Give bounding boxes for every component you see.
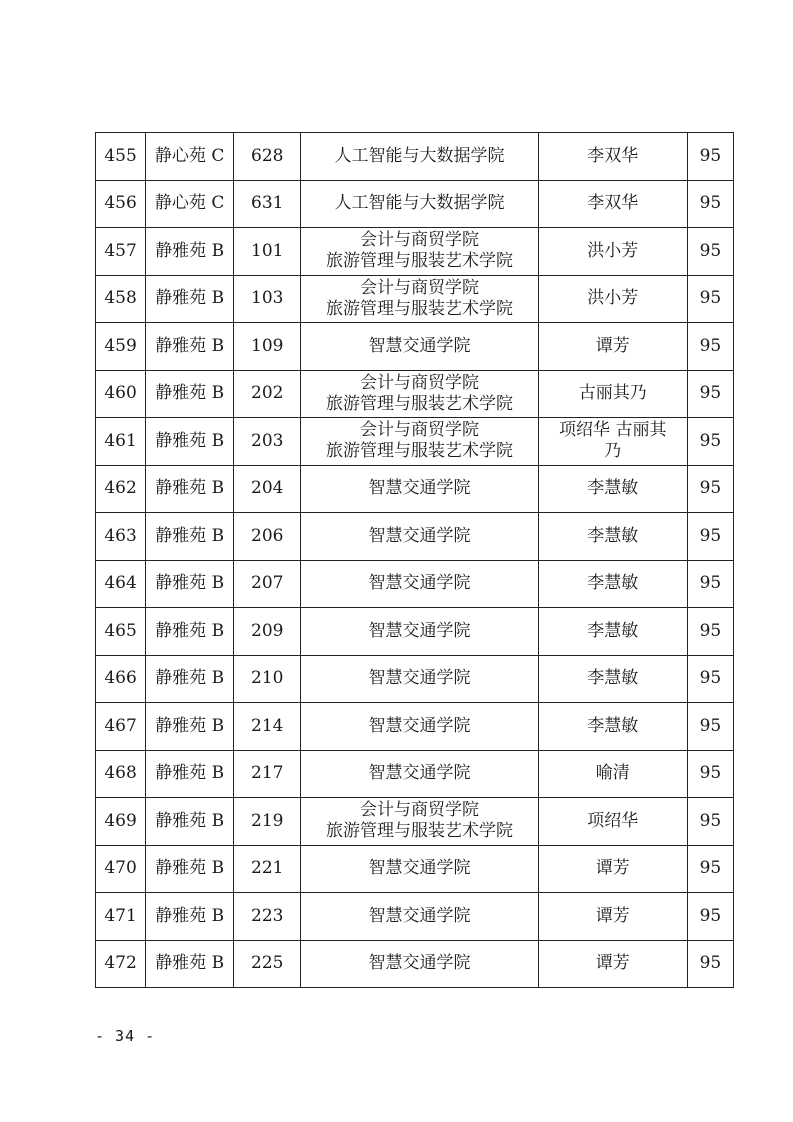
cell-building: 静雅苑 B [146,275,234,323]
cell-college-line: 旅游管理与服装艺术学院 [325,251,513,272]
cell-room: 203 [234,418,301,466]
cell-score: 95 [687,940,733,988]
cell-college-line: 智慧交通学院 [368,858,471,879]
cell-number: 469 [96,798,146,846]
cell-building: 静雅苑 B [146,798,234,846]
cell-manager-line: 洪小芳 [587,288,639,309]
cell-college [301,608,538,656]
cell-building: 静雅苑 B [146,513,234,561]
cell-building: 静雅苑 B [146,560,234,608]
cell-number: 457 [96,228,146,276]
cell-number: 464 [96,560,146,608]
cell-building: 静雅苑 B [146,608,234,656]
cell-manager [538,418,687,466]
table-row [96,513,734,561]
cell-manager [538,940,687,988]
cell-manager [538,608,687,656]
cell-number: 460 [96,370,146,418]
cell-college-line: 旅游管理与服装艺术学院 [325,441,513,462]
table-row [96,703,734,751]
cell-college [301,275,538,323]
cell-room: 202 [234,370,301,418]
cell-manager [538,798,687,846]
cell-score: 95 [687,180,733,228]
cell-college-line: 旅游管理与服装艺术学院 [325,298,513,319]
cell-building: 静雅苑 B [146,418,234,466]
table-row [96,323,734,371]
cell-manager-line: 洪小芳 [587,240,639,261]
cell-college-line: 智慧交通学院 [368,478,471,499]
cell-college [301,228,538,276]
cell-manager-line: 李慧敏 [587,573,639,594]
cell-manager [538,370,687,418]
cell-college [301,940,538,988]
cell-number: 459 [96,323,146,371]
cell-room: 214 [234,703,301,751]
cell-room: 206 [234,513,301,561]
cell-manager [538,560,687,608]
cell-college-line: 会计与商贸学院 [359,277,479,298]
cell-number: 468 [96,750,146,798]
table-body [96,133,734,988]
cell-manager [538,133,687,181]
cell-manager-line: 李慧敏 [587,715,639,736]
cell-score: 95 [687,798,733,846]
cell-manager-line: 项绍华 [587,810,639,831]
cell-manager [538,845,687,893]
cell-score: 95 [687,703,733,751]
cell-room: 207 [234,560,301,608]
cell-score: 95 [687,560,733,608]
cell-college [301,323,538,371]
cell-score: 95 [687,275,733,323]
table-row [96,608,734,656]
cell-college-line: 智慧交通学院 [368,335,471,356]
cell-manager-line: 乃 [604,441,622,462]
cell-number: 463 [96,513,146,561]
cell-manager-line: 谭芳 [595,335,630,356]
cell-score: 95 [687,323,733,371]
table-row [96,275,734,323]
cell-score: 95 [687,513,733,561]
cell-score: 95 [687,893,733,941]
cell-college [301,750,538,798]
cell-manager-line: 谭芳 [595,858,630,879]
cell-manager-line: 古丽其乃 [578,383,647,404]
cell-room: 101 [234,228,301,276]
cell-room: 628 [234,133,301,181]
cell-room: 204 [234,465,301,513]
cell-room: 217 [234,750,301,798]
cell-number: 466 [96,655,146,703]
cell-score: 95 [687,228,733,276]
table-row [96,370,734,418]
table-row [96,560,734,608]
cell-college [301,655,538,703]
cell-room: 219 [234,798,301,846]
cell-manager [538,893,687,941]
cell-building: 静心苑 C [146,180,234,228]
cell-building: 静雅苑 B [146,940,234,988]
table-row [96,798,734,846]
cell-manager [538,180,687,228]
cell-college [301,418,538,466]
cell-number: 461 [96,418,146,466]
cell-building: 静雅苑 B [146,370,234,418]
table-row [96,750,734,798]
cell-score: 95 [687,655,733,703]
cell-college-line: 会计与商贸学院 [359,230,479,251]
cell-number: 456 [96,180,146,228]
cell-college [301,798,538,846]
cell-college [301,180,538,228]
cell-building: 静雅苑 B [146,703,234,751]
cell-college [301,560,538,608]
table-row [96,180,734,228]
table-row [96,133,734,181]
cell-room: 223 [234,893,301,941]
cell-college-line: 智慧交通学院 [368,905,471,926]
cell-room: 209 [234,608,301,656]
table-row [96,655,734,703]
cell-manager-line: 项绍华 古丽其 [559,420,667,441]
cell-building: 静雅苑 B [146,845,234,893]
cell-number: 462 [96,465,146,513]
cell-manager-line: 李慧敏 [587,668,639,689]
table-row [96,228,734,276]
cell-college-line: 智慧交通学院 [368,763,471,784]
cell-college-line: 人工智能与大数据学院 [334,145,505,166]
cell-building: 静雅苑 B [146,750,234,798]
cell-room: 109 [234,323,301,371]
cell-college-line: 智慧交通学院 [368,953,471,974]
cell-manager [538,465,687,513]
table-row [96,465,734,513]
page-number: - 34 - [95,1027,156,1045]
cell-manager-line: 李双华 [587,193,639,214]
cell-college [301,513,538,561]
cell-college [301,703,538,751]
cell-manager [538,655,687,703]
cell-building: 静雅苑 B [146,655,234,703]
dormitory-score-table [95,132,734,988]
table-row [96,845,734,893]
cell-score: 95 [687,133,733,181]
cell-manager-line: 李慧敏 [587,620,639,641]
cell-manager-line: 李双华 [587,145,639,166]
table-row [96,940,734,988]
cell-manager [538,228,687,276]
cell-college-line: 智慧交通学院 [368,525,471,546]
cell-manager-line: 李慧敏 [587,478,639,499]
cell-manager [538,750,687,798]
cell-room: 221 [234,845,301,893]
cell-score: 95 [687,370,733,418]
cell-room: 103 [234,275,301,323]
cell-score: 95 [687,465,733,513]
cell-college-line: 智慧交通学院 [368,573,471,594]
cell-college [301,370,538,418]
table-row [96,893,734,941]
cell-building: 静心苑 C [146,133,234,181]
cell-manager-line: 谭芳 [595,905,630,926]
cell-number: 472 [96,940,146,988]
cell-college [301,465,538,513]
cell-number: 467 [96,703,146,751]
cell-number: 455 [96,133,146,181]
cell-manager [538,275,687,323]
cell-number: 471 [96,893,146,941]
cell-college-line: 会计与商贸学院 [359,420,479,441]
cell-number: 458 [96,275,146,323]
cell-college-line: 会计与商贸学院 [359,372,479,393]
cell-college-line: 旅游管理与服装艺术学院 [325,821,513,842]
cell-manager [538,703,687,751]
cell-building: 静雅苑 B [146,323,234,371]
cell-college-line: 会计与商贸学院 [359,800,479,821]
cell-score: 95 [687,418,733,466]
cell-number: 465 [96,608,146,656]
cell-room: 225 [234,940,301,988]
table-row [96,418,734,466]
cell-building: 静雅苑 B [146,893,234,941]
cell-room: 210 [234,655,301,703]
cell-college-line: 智慧交通学院 [368,620,471,641]
cell-manager [538,323,687,371]
cell-score: 95 [687,750,733,798]
cell-college-line: 智慧交通学院 [368,715,471,736]
cell-room: 631 [234,180,301,228]
cell-building: 静雅苑 B [146,228,234,276]
cell-college [301,893,538,941]
cell-manager-line: 李慧敏 [587,525,639,546]
cell-college-line: 旅游管理与服装艺术学院 [325,393,513,414]
cell-building: 静雅苑 B [146,465,234,513]
cell-manager-line: 谭芳 [595,953,630,974]
cell-score: 95 [687,608,733,656]
cell-college [301,845,538,893]
cell-manager-line: 喻清 [595,763,630,784]
cell-number: 470 [96,845,146,893]
cell-college-line: 人工智能与大数据学院 [334,193,505,214]
cell-college-line: 智慧交通学院 [368,668,471,689]
cell-college [301,133,538,181]
cell-manager [538,513,687,561]
cell-score: 95 [687,845,733,893]
